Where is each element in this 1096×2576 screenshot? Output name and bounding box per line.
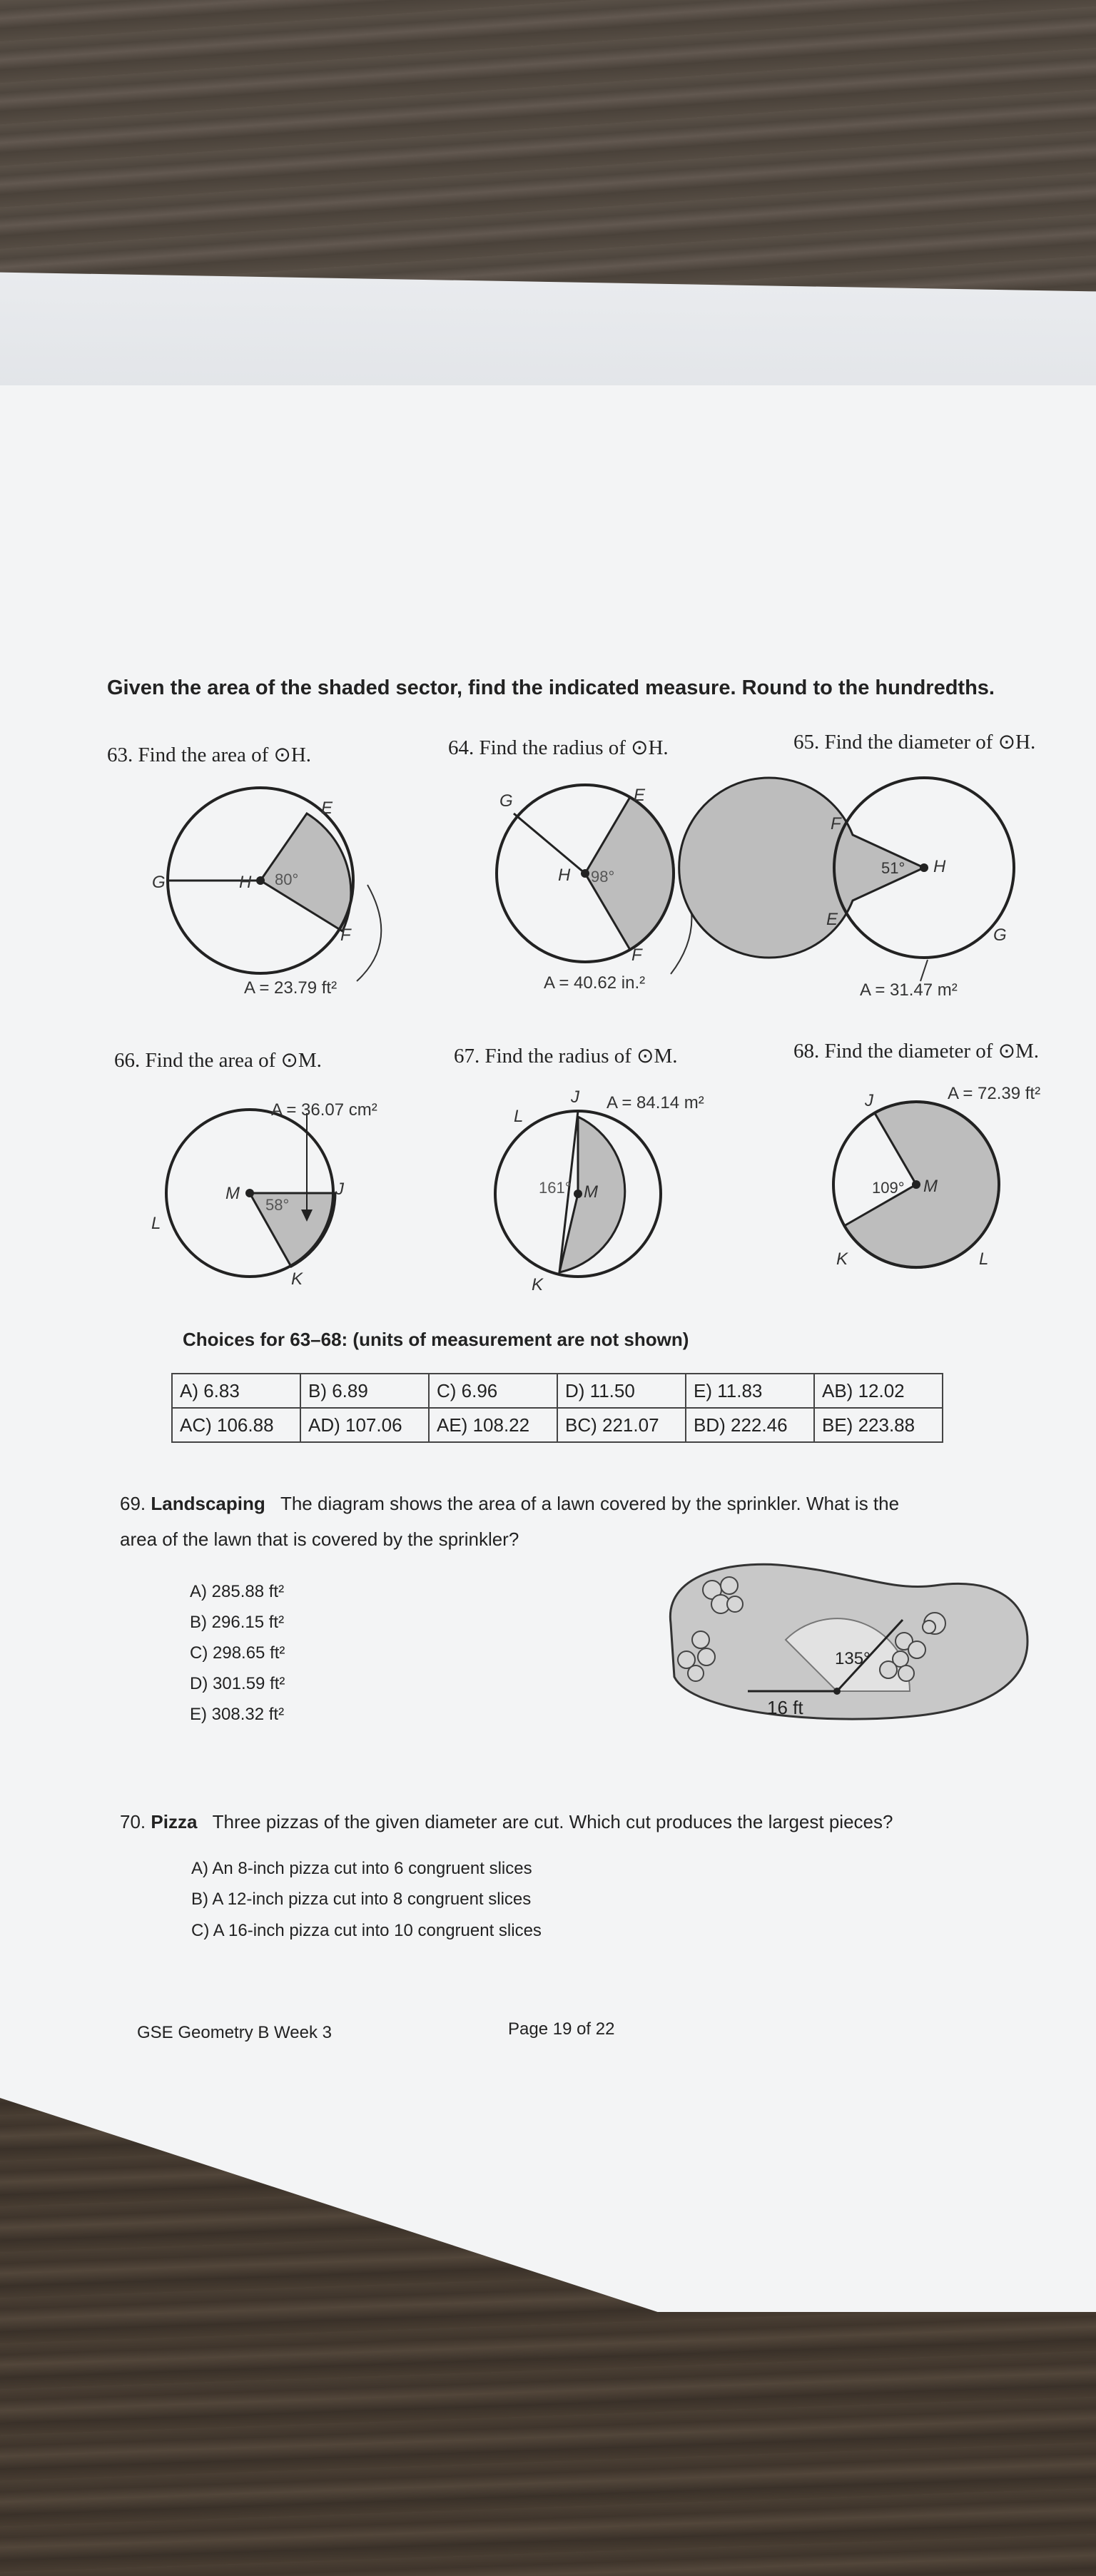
problem-70-heading: 70. Pizza Three pizzas of the given diameter are cut. Which cut produces the largest pieces?	[120, 1811, 893, 1832]
svg-text:A = 40.62 in.²: A = 40.62 in.²	[544, 973, 646, 993]
problem-69-line2: area of the lawn that is covered by the sprinkler?	[120, 1528, 519, 1550]
table-row	[172, 1374, 943, 1408]
svg-text:G: G	[152, 873, 166, 892]
svg-text:J: J	[335, 1180, 344, 1199]
diagram-64	[497, 785, 691, 993]
footer-page-number: Page 19 of 22	[508, 2019, 615, 2039]
problem-67-heading: 67. Find the radius of ⊙M.	[454, 1045, 678, 1068]
p70-option-b: B) A 12-inch pizza cut into 8 congruent slices	[191, 1890, 532, 1909]
choice-cell: AD) 107.06	[300, 1408, 429, 1442]
svg-text:E: E	[634, 786, 646, 805]
svg-text:F: F	[831, 814, 841, 833]
p69-option-c: C) 298.65 ft²	[190, 1643, 285, 1663]
svg-text:109°: 109°	[872, 1179, 905, 1197]
choices-table	[171, 1373, 943, 1443]
problem-63-heading: 63. Find the area of ⊙H.	[107, 744, 312, 766]
svg-text:L: L	[514, 1107, 524, 1126]
svg-text:G: G	[993, 926, 1007, 945]
footer-course: GSE Geometry B Week 3	[137, 2023, 332, 2042]
svg-text:M: M	[584, 1182, 598, 1202]
problem-69-line1: 69. Landscaping The diagram shows the area of a lawn covered by the sprinkler. What is the	[120, 1493, 900, 1514]
choice-cell: C) 6.96	[429, 1374, 557, 1408]
svg-text:A = 23.79 ft²: A = 23.79 ft²	[244, 978, 338, 998]
choice-cell: BC) 221.07	[557, 1408, 686, 1442]
table-row	[172, 1408, 943, 1442]
choice-cell: AE) 108.22	[429, 1408, 557, 1442]
p69-option-d: D) 301.59 ft²	[190, 1674, 285, 1693]
svg-text:16 ft: 16 ft	[767, 1697, 803, 1718]
svg-text:A = 72.39 ft²: A = 72.39 ft²	[948, 1084, 1041, 1103]
p70-option-c: C) A 16-inch pizza cut into 10 congruent slices	[191, 1921, 542, 1940]
p69-option-a: A) 285.88 ft²	[190, 1582, 285, 1601]
svg-text:F: F	[631, 945, 642, 965]
lawn-diagram	[670, 1564, 1028, 1719]
p69-option-b: B) 296.15 ft²	[190, 1613, 285, 1632]
p69-option-e: E) 308.32 ft²	[190, 1705, 285, 1724]
choice-cell: E) 11.83	[686, 1374, 814, 1408]
choice-cell: D) 11.50	[557, 1374, 686, 1408]
diagram-68	[833, 1084, 1040, 1269]
choices-title: Choices for 63–68: (units of measurement are not shown)	[183, 1329, 689, 1350]
problem-64-heading: 64. Find the radius of ⊙H.	[448, 736, 669, 759]
svg-text:A = 36.07 cm²: A = 36.07 cm²	[271, 1100, 377, 1120]
diagram-67	[495, 1087, 704, 1294]
svg-text:F: F	[340, 926, 351, 945]
choice-cell: AB) 12.02	[814, 1374, 943, 1408]
diagram-63	[152, 788, 381, 998]
p70-option-a: A) An 8-inch pizza cut into 6 congruent slices	[191, 1859, 532, 1878]
svg-text:H: H	[239, 873, 252, 892]
svg-text:80°: 80°	[275, 871, 299, 888]
svg-text:K: K	[291, 1269, 303, 1289]
svg-text:M: M	[923, 1177, 938, 1196]
svg-text:A = 84.14 m²: A = 84.14 m²	[607, 1093, 704, 1112]
svg-text:J: J	[865, 1091, 873, 1110]
svg-text:E: E	[826, 910, 838, 929]
svg-text:J: J	[571, 1087, 579, 1107]
svg-text:98°: 98°	[591, 868, 615, 886]
choice-cell: BD) 222.46	[686, 1408, 814, 1442]
shaded-sector	[250, 1193, 335, 1267]
svg-text:135°: 135°	[835, 1649, 871, 1668]
svg-text:58°: 58°	[265, 1196, 290, 1214]
diagram-66	[151, 1100, 377, 1289]
svg-text:E: E	[321, 798, 333, 818]
choice-cell: B) 6.89	[300, 1374, 429, 1408]
svg-text:K: K	[532, 1275, 544, 1294]
choice-cell: BE) 223.88	[814, 1408, 943, 1442]
svg-text:H: H	[558, 866, 571, 885]
svg-text:M: M	[225, 1184, 240, 1203]
problem-66-heading: 66. Find the area of ⊙M.	[114, 1049, 322, 1072]
svg-text:A = 31.47 m²: A = 31.47 m²	[860, 980, 958, 1000]
diagram-65	[679, 778, 1014, 1000]
svg-text:L: L	[151, 1214, 161, 1233]
choice-cell: A) 6.83	[172, 1374, 300, 1408]
choice-cell: AC) 106.88	[172, 1408, 300, 1442]
svg-text:G: G	[499, 791, 513, 811]
svg-text:51°: 51°	[881, 859, 905, 877]
svg-text:H: H	[933, 857, 946, 876]
svg-text:161°: 161°	[539, 1179, 572, 1197]
instruction: Given the area of the shaded sector, find the indicated measure. Round to the hundredths.	[107, 676, 995, 699]
problem-65-heading: 65. Find the diameter of ⊙H.	[793, 731, 1036, 754]
svg-text:L: L	[979, 1249, 989, 1269]
svg-text:K: K	[836, 1249, 848, 1269]
problem-68-heading: 68. Find the diameter of ⊙M.	[793, 1040, 1040, 1063]
